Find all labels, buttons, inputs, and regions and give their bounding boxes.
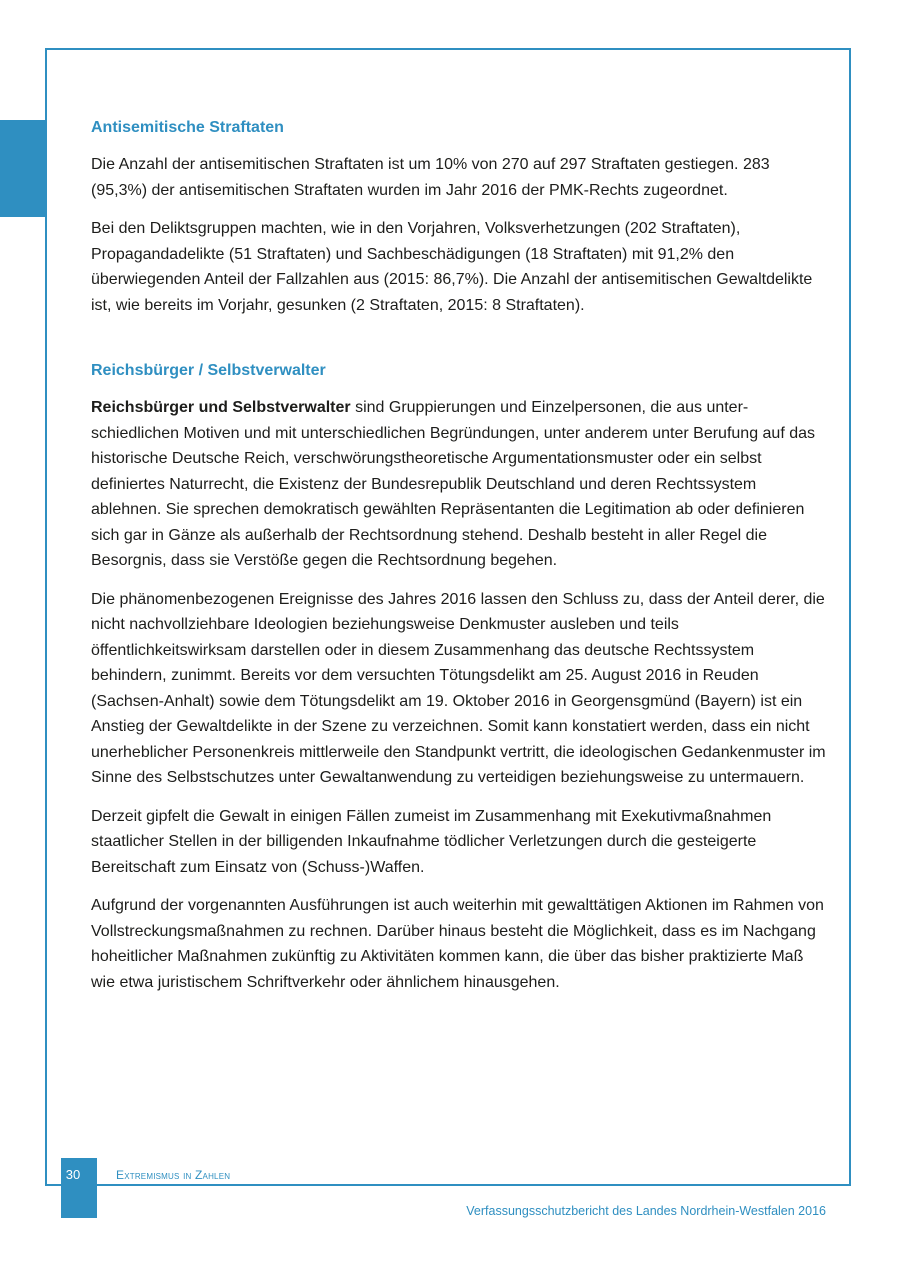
section-spacer bbox=[91, 331, 826, 361]
paragraph: Die phänomenbezogenen Ereignisse des Jahres 2016 lassen den Schluss zu, dass der Anteil derer, die nicht nachvollziehbare Ideologien beziehungsweise Denkmuster ausleben und teils öffentlichkeitswirksam darstellen oder in diesem Zusammenhang das deutsche Rechtssystem behindern, zunimmt. Bereits vor dem versuchten Tötungsdelikt am 25. August 2016 in Reuden (Sachsen-Anhalt) sowie dem Tötungsdelikt am 19. Oktober 2016 in Georgensgmünd (Bayern) ist ein Anstieg der Gewaltdelikte in der Szene zu verzeichnen. Somit kann konstatiert werden, dass ein nicht unerheblicher Personenkreis mittlerweile den Standpunkt vertritt, die ideologischen Gedankenmuster im Sinne des Selbstschutzes unter Gewaltanwendung zu verteidigen beziehungsweise zu untermauern. bbox=[91, 590, 826, 786]
paragraph-intro-text: sind Gruppierungen und Einzelpersonen, die aus unterschiedlichen Motiven und mit unterschiedlichen Begründungen, unter anderem unter Berufung auf das historische Deutsche Reich, verschwörungstheoretische Argumentationsmuster oder ein selbst definiertes Naturrecht, die Existenz der Bundesrepublik Deutschland und deren Rechtssystem ablehnen. Sie sprechen demokratisch gewählten Repräsentanten die Legitimation ab oder definieren sich gar in Gänze als außerhalb der Rechtsordnung stehend. Deshalb besteht in aller Regel die Besorgnis, dass sie Verstöße gegen die Rechtsordnung begehen. bbox=[91, 399, 816, 569]
running-head: Extremismus in Zahlen bbox=[116, 1168, 231, 1182]
publication-footer: Verfassungsschutzbericht des Landes Nordrhein-Westfalen 2016 bbox=[466, 1204, 826, 1218]
page-number: 30 bbox=[65, 1167, 81, 1182]
page-content bbox=[91, 118, 826, 1008]
paragraph-intro bbox=[91, 395, 826, 574]
paragraph: Derzeit gipfelt die Gewalt in einigen Fällen zumeist im Zusammenhang mit Exekutivmaßnahmen staatlicher Stellen in der billigenden Inkaufnahme tödlicher Verletzungen durch die gesteigerte Bereitschaft zum Einsatz von (Schuss-)Waffen. bbox=[91, 807, 772, 876]
paragraph: Aufgrund der vorgenannten Ausführungen ist auch weiterhin mit gewalttätigen Aktionen im Rahmen von Vollstreckungsmaßnahmen zu rechnen. Darüber hinaus besteht die Möglichkeit, dass es im Nachgang hoheitlicher Maßnahmen zukünftig zu Aktivitäten kommen kann, die über das bisher praktizierte Maß wie etwa juristischem Schriftverkehr oder ähnlichem hinausgehen. bbox=[91, 897, 824, 991]
paragraph: Die Anzahl der antisemitischen Straftaten ist um 10% von 270 auf 297 Straftaten gestiegen. 283 (95,3%) der antisemitischen Straftaten wurden im Jahr 2016 der PMK-Rechts zugeordnet. bbox=[91, 156, 770, 199]
paragraph: Bei den Deliktsgruppen machten, wie in den Vorjahren, Volksverhetzungen (202 Straftaten), Propagandadelikte (51 Straftaten) und Sachbeschädigungen (18 Straftaten) mit 91,2% den überwiegenden Anteil der Fallzahlen aus (2015: 86,7%). Die Anzahl der antisemitischen Gewaltdelikte ist, wie bereits im Vorjahr, gesunken (2 Straftaten, 2015: 8 Straftaten). bbox=[91, 220, 813, 314]
section-heading-reichsbuerger: Reichsbürger / Selbstverwalter bbox=[91, 362, 326, 379]
section-heading-antisemitic-offences: Antisemitische Straftaten bbox=[91, 119, 284, 136]
chapter-tab-marker bbox=[0, 120, 47, 217]
bold-term: Reichsbürger und Selbstverwalter bbox=[91, 399, 351, 416]
